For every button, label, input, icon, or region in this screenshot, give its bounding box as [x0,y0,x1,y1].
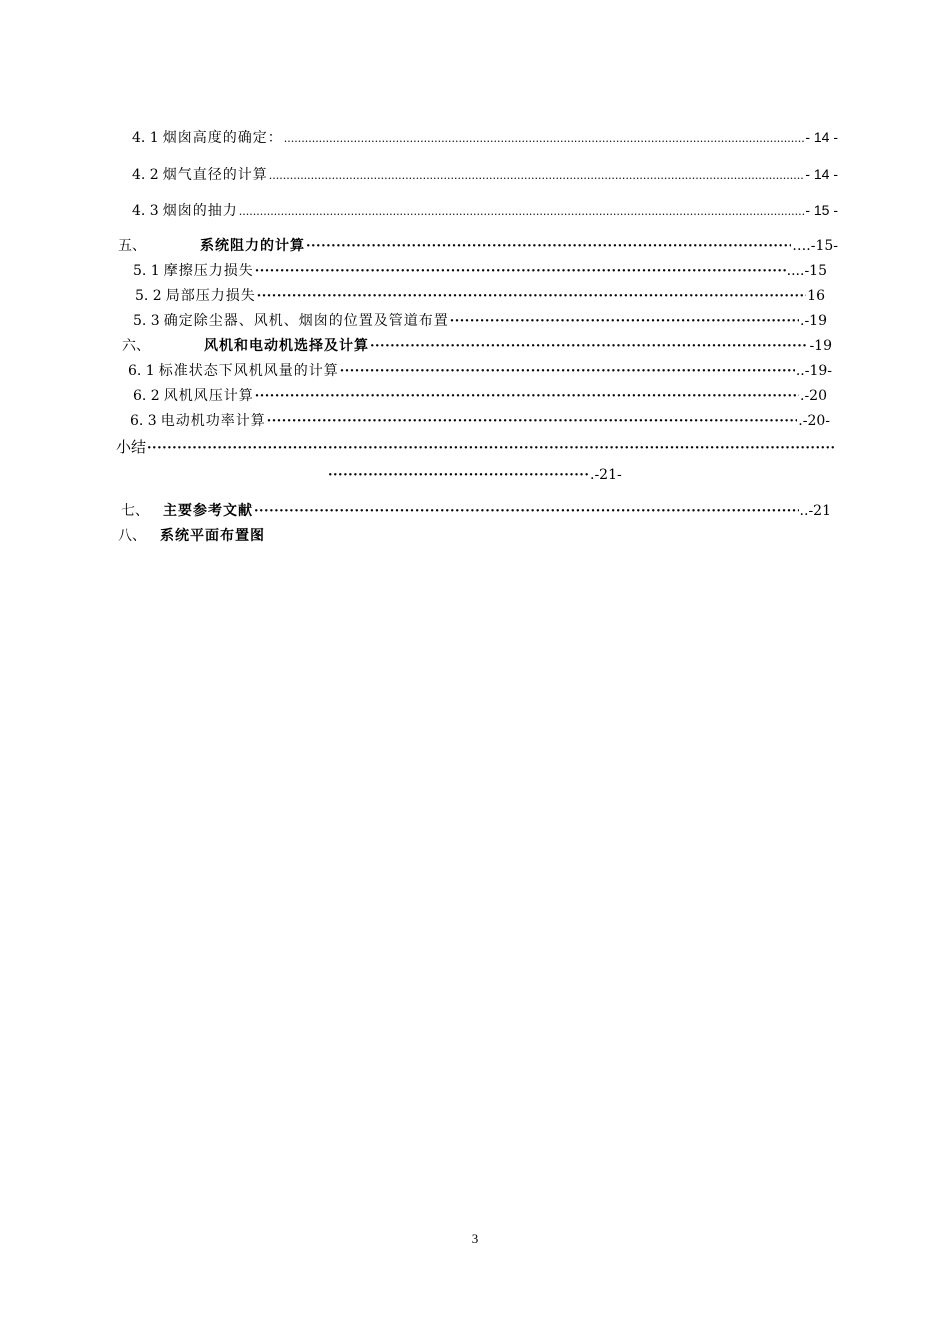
toc-entry-page: ..-19- [795,363,832,379]
toc-entry-title: 烟气直径的计算 [162,167,268,183]
toc-summary-continuation[interactable] [328,464,622,486]
toc-entry-title: 局部压力损失 [165,288,256,304]
toc-entry-page: - 15 - [805,202,838,218]
toc-entry-page: - 14 - [805,129,838,145]
toc-entry-title: 摩擦压力损失 [163,263,254,279]
toc-entry-title: 风机风压计算 [163,388,254,404]
toc-entry-page: 16 [807,288,825,304]
toc-entry-page: - 14 - [805,166,838,182]
toc-chapter-number: 七、 [121,503,149,519]
toc-leader-dots [255,260,786,282]
toc-leader-dots [257,285,806,307]
toc-chapter-number: 六、 [122,338,150,354]
toc-leader-dots [269,164,805,185]
toc-entry-title: 烟囱高度的确定： [162,130,283,146]
toc-entry-page: .-20- [798,413,830,429]
toc-entry-4-2[interactable] [132,163,838,185]
toc-entry-title: 电动机功率计算 [160,413,266,429]
toc-leader-dots [255,385,799,407]
toc-entry-number: 5. 2 [135,288,162,304]
toc-entry-5-1[interactable] [133,260,827,282]
toc-entry-6-1[interactable] [128,360,832,382]
page-number: 3 [471,1231,479,1246]
toc-chapter-number: 五、 [118,238,146,254]
toc-entry-number: 4. 3 [132,203,159,219]
toc-leader-dots [340,360,795,382]
toc-entry-number: 6. 2 [133,388,160,404]
toc-leader-dots [450,310,799,332]
toc-entry-4-1[interactable] [132,126,838,148]
toc-entry-page: .-19 [800,313,827,329]
toc-entry-title: 烟囱的抽力 [162,203,238,219]
toc-leader-dots [306,235,791,257]
toc-chapter-title: 系统阻力的计算 [200,238,305,254]
toc-summary-page: .-21- [590,467,622,483]
toc-entry-page: ....-15 [786,263,827,279]
toc-entry-page: .-20 [800,388,827,404]
toc-entry-page: ..-21 [799,503,831,519]
toc-entry-5-2[interactable] [135,285,825,307]
toc-summary-title: 小结 [116,438,147,456]
toc-summary[interactable] [116,436,836,458]
toc-leader-dots [147,436,835,458]
toc-entry-number: 6. 3 [130,413,157,429]
toc-entry-title: 标准状态下风机风量的计算 [158,363,339,379]
toc-leader-dots [254,500,799,522]
toc-chapter-number: 八、 [118,528,146,544]
toc-entry-number: 4. 1 [132,130,159,146]
toc-chapter-title: 系统平面布置图 [160,528,265,544]
toc-entry-6-2[interactable] [133,385,827,407]
toc-entry-title: 确定除尘器、风机、烟囱的位置及管道布置 [163,313,449,329]
toc-leader-dots [239,200,805,221]
toc-entry-page: ….-15- [792,238,838,254]
toc-entry-number: 5. 3 [133,313,160,329]
toc-leader-dots [284,127,805,148]
toc-chapter-6[interactable] [122,335,832,357]
toc-leader-dots [370,335,808,357]
toc-chapter-title: 风机和电动机选择及计算 [204,338,369,354]
toc-chapter-7[interactable] [121,500,831,522]
toc-chapter-title: 主要参考文献 [163,503,253,519]
toc-leader-dots [267,410,798,432]
toc-entry-number: 5. 1 [133,263,160,279]
toc-entry-4-3[interactable] [132,199,838,221]
toc-entry-number: 6. 1 [128,363,155,379]
toc-leader-dots [328,464,590,487]
toc-entry-page: -19 [809,338,832,354]
toc-entry-5-3[interactable] [133,310,827,332]
toc-entry-6-3[interactable] [130,410,830,432]
toc-entry-number: 4. 2 [132,167,159,183]
toc-chapter-5[interactable] [118,235,838,257]
toc-chapter-8[interactable] [118,525,518,547]
